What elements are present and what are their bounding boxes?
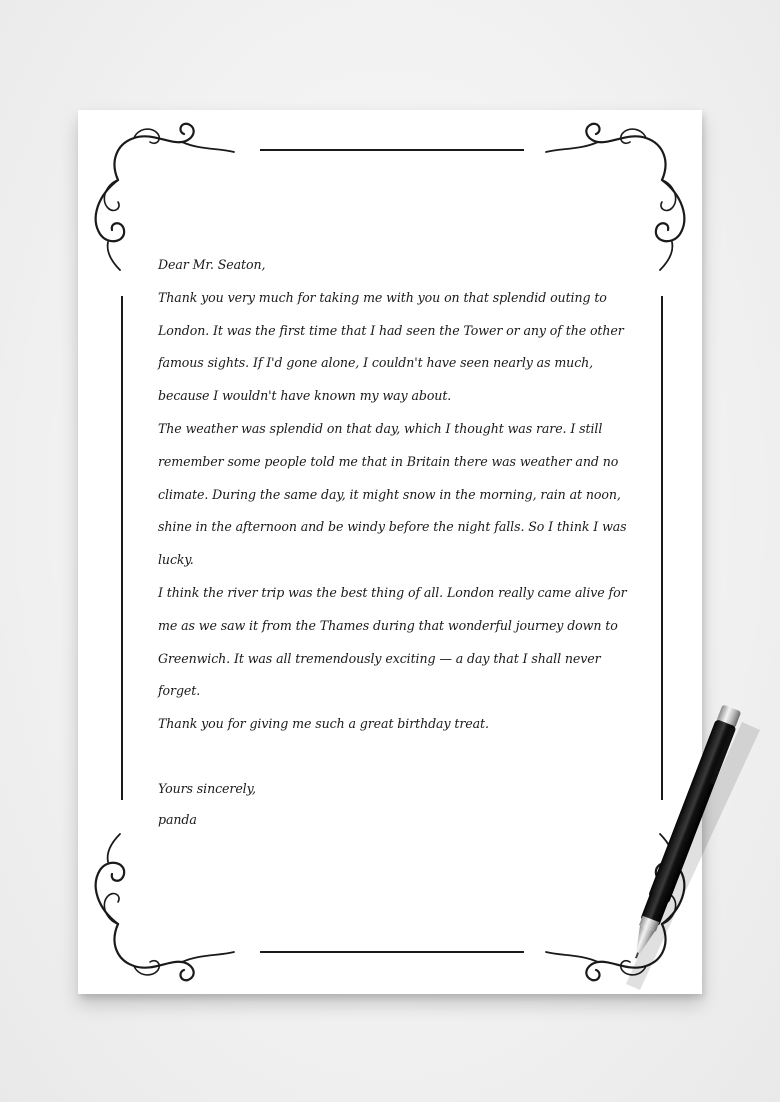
spacer <box>158 741 636 773</box>
letter-paper <box>78 110 702 994</box>
closing: Yours sincerely, <box>158 780 256 796</box>
paragraph-4: Thank you for giving me such a great birthday treat. <box>158 716 489 732</box>
signature: panda <box>158 811 197 827</box>
paragraph-2: The weather was splendid on that day, which I thought was rare. I still remember some people told me that in Britain there was weather and no climate. During the same day, it might snow in the morning, rain at noon, shine in the afternoon and be windy before the night falls. So I think I was lucky. <box>158 420 627 568</box>
paragraph-1: Thank you very much for taking me with you on that splendid outing to London. It was the first time that I had seen the Tower or any of the other famous sights. If I'd gone alone, I couldn't have seen nearly as much, because I wouldn't have known my way about. <box>158 289 624 404</box>
salutation: Dear Mr. Seaton, <box>158 257 266 272</box>
letter-body <box>158 249 636 834</box>
paragraph-3: I think the river trip was the best thing of all. London really came alive for me as we saw it from the Thames during that wonderful journey down to Greenwich. It was all tremendously exciting — a day that I shall never forget. <box>158 584 627 699</box>
